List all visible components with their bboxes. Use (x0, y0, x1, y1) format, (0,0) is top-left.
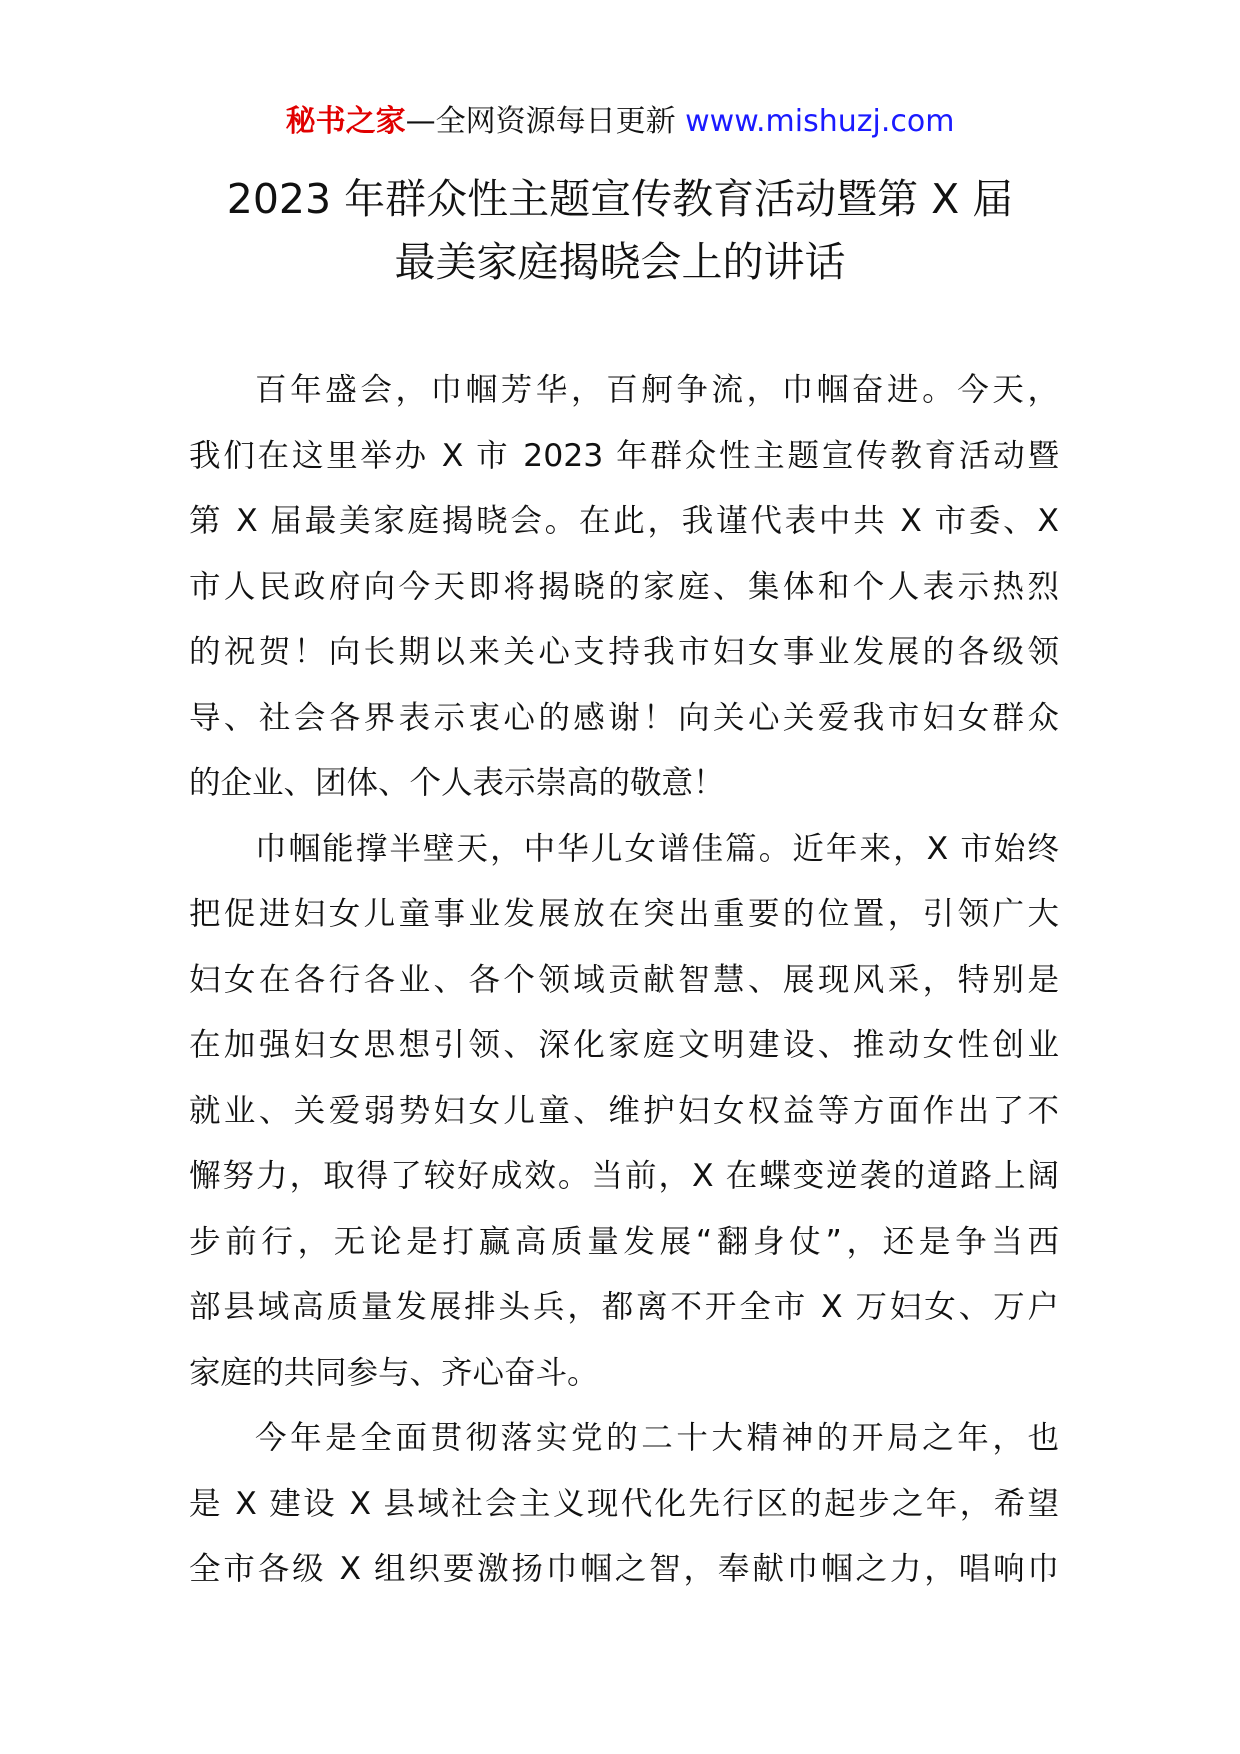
paragraph-line: 全市各级 X 组织要激扬巾帼之智，奉献巾帼之力，唱响巾 (189, 1551, 1059, 1587)
paragraph-line: 在加强妇女思想引领、深化家庭文明建设、推动女性创业 (189, 1027, 1059, 1063)
paragraph-line: 就业、关爱弱势妇女儿童、维护妇女权益等方面作出了不 (189, 1092, 1059, 1129)
paragraph-line: 把促进妇女儿童事业发展放在突出重要的位置，引领广大 (189, 896, 1059, 932)
paragraph-line: 第 X 届最美家庭揭晓会。在此，我谨代表中共 X 市委、X (189, 503, 1059, 539)
paragraph-line: 步前行，无论是打赢高质量发展“翻身仗”，还是争当西 (189, 1223, 1059, 1260)
paragraph-line: 的企业、团体、个人表示崇高的敬意！ (189, 765, 725, 801)
paragraph-line: 百年盛会，巾帼芳华，百舸争流，巾帼奋进。今天， (255, 372, 1059, 408)
paragraph-3 (189, 1406, 1059, 1603)
paragraph-line: 市人民政府向今天即将揭晓的家庭、集体和个人表示热烈 (189, 568, 1059, 605)
brand-name: 秘书之家 (285, 104, 406, 139)
paragraph-1 (189, 358, 1059, 817)
watermark-header (0, 100, 1240, 144)
paragraph-line: 今年是全面贯彻落实党的二十大精神的开局之年，也 (255, 1420, 1059, 1456)
paragraph-line: 是 X 建设 X 县域社会主义现代化先行区的起步之年，希望 (189, 1485, 1059, 1522)
paragraph-line: 家庭的共同参与、齐心奋斗。 (189, 1354, 599, 1391)
paragraph-line: 妇女在各行各业、各个领域贡献智慧、展现风采，特别是 (189, 961, 1059, 998)
paragraph-line: 部县域高质量发展排头兵，都离不开全市 X 万妇女、万户 (189, 1289, 1059, 1325)
document-body (189, 358, 1059, 1603)
document-title (150, 168, 1090, 294)
paragraph-line: 巾帼能撑半壁天，中华儿女谱佳篇。近年来，X 市始终 (255, 830, 1059, 867)
paragraph-line: 导、社会各界表示衷心的感谢！向关心关爱我市妇女群众 (189, 699, 1059, 736)
paragraph-line: 的祝贺！向长期以来关心支持我市妇女事业发展的各级领 (189, 634, 1059, 670)
header-tagline: —全网资源每日更新 (405, 104, 686, 139)
paragraph-line: 我们在这里举办 X 市 2023 年群众性主题宣传教育活动暨 (189, 437, 1059, 474)
paragraph-2 (189, 817, 1059, 1407)
site-url-link[interactable]: www.mishuzj.com (685, 104, 955, 139)
paragraph-line: 懈努力，取得了较好成效。当前，X 在蝶变逆袭的道路上阔 (189, 1158, 1059, 1194)
title-line-1: 2023 年群众性主题宣传教育活动暨第 X 届 (226, 175, 1014, 223)
title-line-2: 最美家庭揭晓会上的讲话 (394, 238, 846, 286)
